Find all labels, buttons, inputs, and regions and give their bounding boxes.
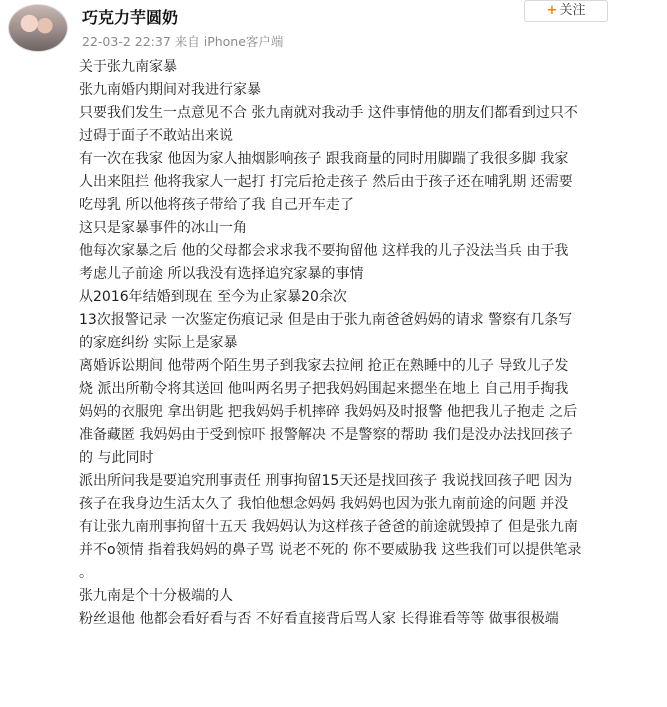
- post-meta: 22-03-2 22:37 来自 iPhone客户端: [82, 34, 284, 49]
- post-line: 只要我们发生一点意见不合 张九南就对我动手 这件事情他的朋友们都看到过只不: [79, 105, 578, 121]
- post-header: [0, 0, 667, 60]
- post-line: 张九南是个十分极端的人: [79, 588, 233, 604]
- post-line: 人出来阻拦 他将我家人一起打 打完后抢走孩子 然后由于孩子还在哺乳期 还需要: [79, 174, 573, 190]
- post-line: 吃母乳 所以他将孩子带给了我 自己开车走了: [79, 197, 354, 213]
- plus-icon: +: [546, 3, 558, 18]
- post-line: 并不o领情 指着我妈妈的鼻子骂 说老不死的 你不要威胁我 这些我们可以提供笔录: [79, 542, 582, 558]
- post-line: 13次报警记录 一次鉴定伤痕记录 但是由于张九南爸爸妈妈的请求 警察有几条写: [79, 312, 573, 328]
- post-line: 有一次在我家 他因为家人抽烟影响孩子 跟我商量的同时用脚踹了我很多脚 我家: [79, 151, 569, 167]
- follow-label: 关注: [559, 3, 586, 18]
- post-line: 过碍于面子不敢站出来说: [79, 128, 233, 144]
- username[interactable]: 巧克力芋圆奶: [82, 8, 179, 27]
- post-line: 。: [79, 565, 93, 581]
- post-line: 派出所问我是要追究刑事责任 刑事拘留15天还是找回孩子 我说找回孩子吧 因为: [79, 473, 573, 489]
- post-line: 妈妈的衣服兜 拿出钥匙 把我妈妈手机摔碎 我妈妈及时报警 他把我儿子抱走 之后: [79, 404, 578, 420]
- post-line: 有让张九南刑事拘留十五天 我妈妈认为这样孩子爸爸的前途就毁掉了 但是张九南: [79, 519, 578, 535]
- post-line: 的家庭纠纷 实际上是家暴: [79, 335, 238, 351]
- post-line: 烧 派出所勒令将其送回 他叫两名男子把我妈妈围起来摁坐在地上 自己用手掏我: [79, 381, 569, 397]
- post-line: 孩子在我身边生活太久了 我怕他想念妈妈 我妈妈也因为张九南前途的问题 并没: [79, 496, 569, 512]
- post-line: 这只是家暴事件的冰山一角: [79, 220, 247, 236]
- post-line: 考虑儿子前途 所以我没有选择追究家暴的事情: [79, 266, 364, 282]
- avatar[interactable]: [8, 4, 68, 52]
- post-line: 粉丝退他 他都会看好看与否 不好看直接背后骂人家 长得谁看等等 做事很极端: [79, 611, 559, 627]
- post-line: 他每次家暴之后 他的父母都会求求我不要拘留他 这样我的儿子没法当兵 由于我: [79, 243, 569, 259]
- post-line: 从2016年结婚到现在 至今为止家暴20余次: [79, 289, 347, 305]
- post-content: [79, 56, 661, 631]
- post-line: 张九南婚内期间对我进行家暴: [79, 82, 261, 98]
- post-line: 准备藏匿 我妈妈由于受到惊吓 报警解决 不是警察的帮助 我们是没办法找回孩子: [79, 427, 573, 443]
- post-line: 离婚诉讼期间 他带两个陌生男子到我家去拉闸 抢正在熟睡中的儿子 导致儿子发: [79, 358, 569, 374]
- follow-button[interactable]: [524, 0, 608, 22]
- post-line: 的 与此同时: [79, 450, 154, 466]
- post-line: 关于张九南家暴: [79, 59, 177, 75]
